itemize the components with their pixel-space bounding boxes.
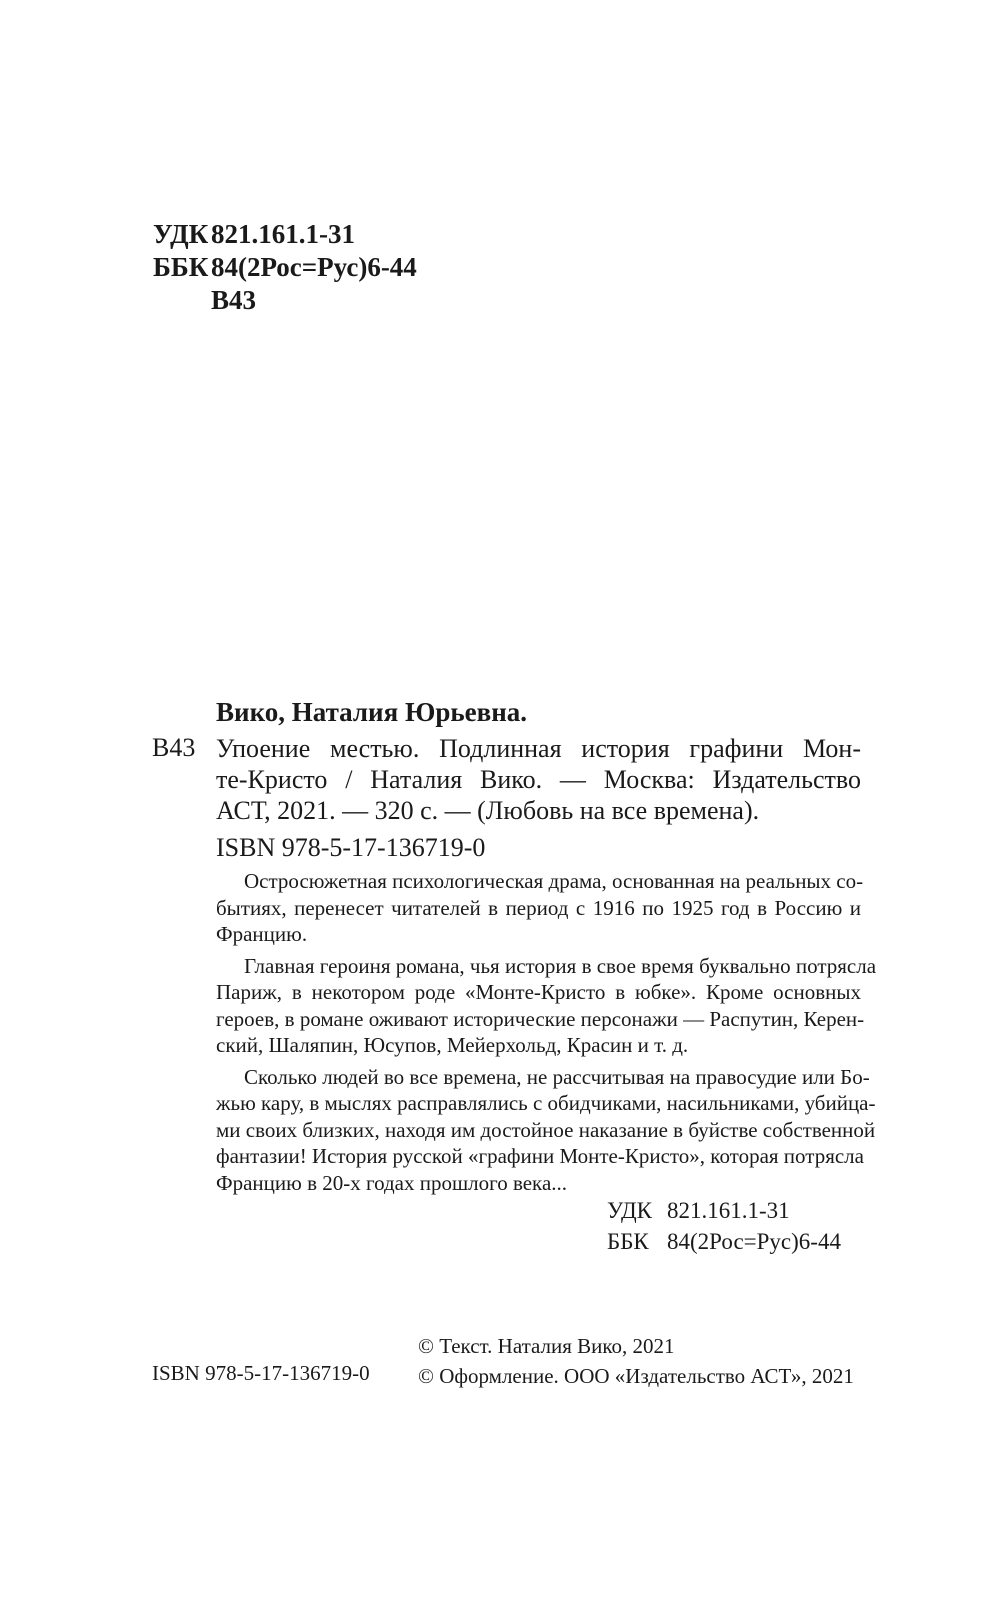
copyright-text: © Текст. Наталия Вико, 2021: [418, 1334, 675, 1358]
bib-line: АСТ, 2021. — 320 с. — (Любовь на все времена).: [216, 796, 760, 825]
bbk-row: [153, 251, 417, 284]
bibliographic-description: [216, 733, 861, 826]
annotation-line: фантазии! История русской «графини Монте-Кристо», которая потрясла: [216, 1144, 864, 1168]
annotation-line: Париж, в некотором роде «Монте-Кристо в юбке». Кроме основных: [216, 980, 861, 1004]
copyright-design: © Оформление. ООО «Издательство АСТ», 2021: [418, 1364, 854, 1388]
annotation-line: ский, Шаляпин, Юсупов, Мейерхольд, Красин и т. д.: [216, 1033, 689, 1057]
annotation-paragraph: [216, 953, 877, 1059]
bib-line: Упоение местью. Подлинная история графини Мон-: [216, 734, 861, 763]
top-classification: [153, 218, 417, 317]
isbn-record: ISBN 978-5-17-136719-0: [216, 833, 486, 862]
bbk-row-bottom: [607, 1226, 841, 1257]
annotation: [216, 868, 877, 1201]
bbk-value-bottom: 84(2Рос=Рус)6-44: [667, 1229, 841, 1254]
copyright-block: [418, 1331, 854, 1391]
annotation-line: героев, в романе оживают исторические персонажи — Распутин, Керен-: [216, 1006, 865, 1031]
bbk-label-bottom: ББК: [607, 1229, 649, 1254]
annotation-line: бытиях, перенесет читателей в период с 1916 по 1925 год в Россию и: [216, 895, 861, 920]
annotation-line: Сколько людей во все времена, не рассчитывая на правосудие или Бо-: [244, 1064, 870, 1089]
annotation-paragraph: [216, 868, 864, 948]
annotation-line: Остросюжетная психологическая драма, основанная на реальных со-: [244, 869, 864, 893]
bbk-label: ББК: [153, 252, 209, 282]
bottom-classification: [607, 1195, 841, 1257]
udk-label-bottom: УДК: [607, 1198, 652, 1223]
udk-row: [153, 218, 417, 251]
annotation-paragraph: [216, 1064, 876, 1197]
annotation-line: Францию.: [216, 922, 308, 946]
bib-line: те-Кристо / Наталия Вико. — Москва: Издательство: [216, 765, 861, 794]
annotation-line: Францию в 20-х годах прошлого века...: [216, 1170, 568, 1195]
udk-value-bottom: 821.161.1-31: [667, 1198, 790, 1223]
author-mark-top: В43: [211, 285, 257, 315]
udk-label: УДК: [153, 219, 209, 249]
author-heading: Вико, Наталия Юрьевна.: [216, 697, 528, 727]
bbk-value: 84(2Рос=Рус)6-44: [211, 252, 417, 282]
author-mark-record: В43: [152, 733, 196, 762]
annotation-line: жью кару, в мыслях расправлялись с обидчиками, насильниками, убийца-: [216, 1091, 876, 1115]
udk-row-bottom: [607, 1195, 841, 1226]
isbn-imprint: ISBN 978-5-17-136719-0: [152, 1361, 370, 1385]
annotation-line: ми своих близких, находя им достойное наказание в буйстве собственной: [216, 1117, 876, 1142]
udk-value: 821.161.1-31: [211, 219, 355, 249]
annotation-line: Главная героиня романа, чья история в свое время буквально потрясла: [244, 953, 877, 978]
